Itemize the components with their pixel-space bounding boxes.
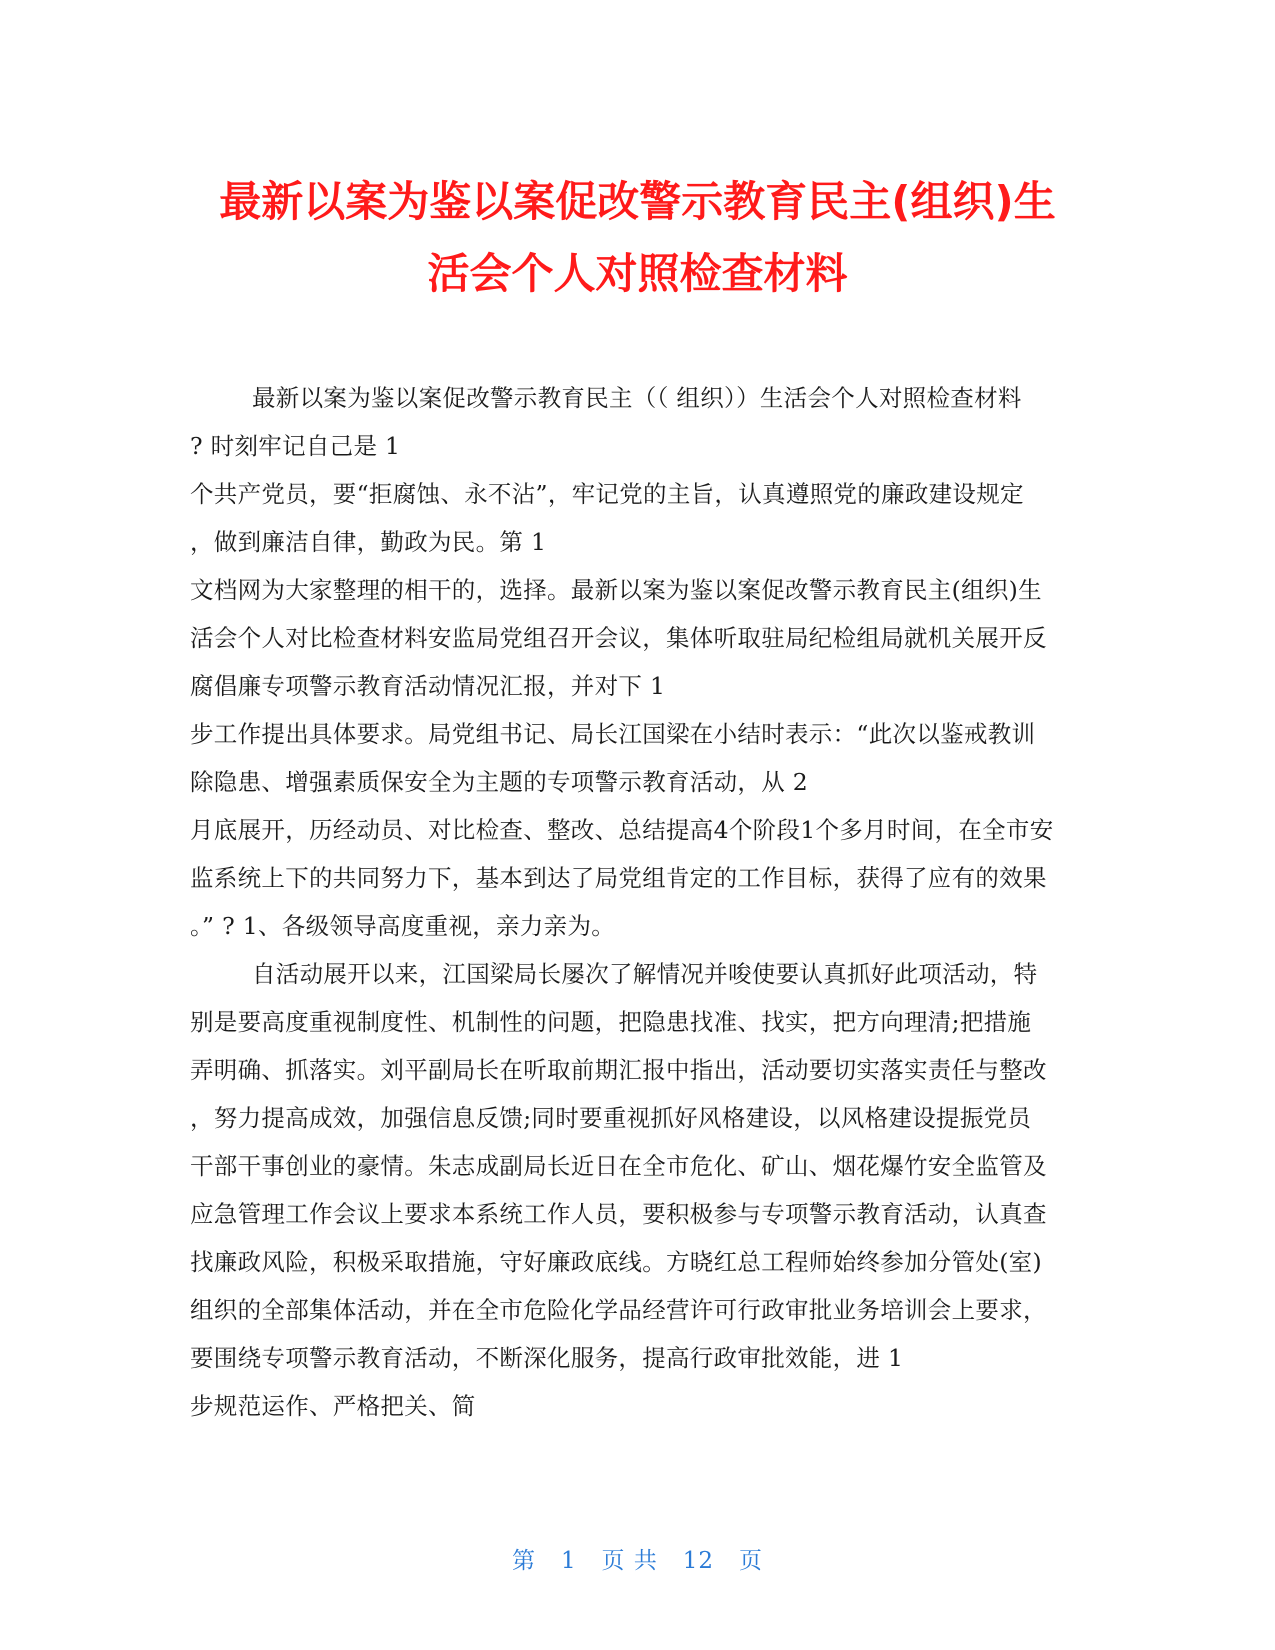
- footer-mid: 页 共: [601, 1548, 658, 1574]
- body-line: 活会个人对比检查材料安监局党组召开会议，集体听取驻局纪检组局就机关展开反: [190, 624, 1047, 652]
- footer-suffix: 页: [738, 1548, 763, 1574]
- body-line: 。” ? 1、各级领导高度重视，亲力亲为。: [190, 912, 616, 940]
- page-footer: [0, 1542, 1275, 1575]
- body-line: 最新以案为鉴以案促改警示教育民主（（ 组织））生活会个人对照检查材料: [252, 384, 1022, 412]
- title-line-1: 最新以案为鉴以案促改警示教育民主(组织)生: [219, 177, 1056, 226]
- body-line: 文档网为大家整理的相干的，选择。最新以案为鉴以案促改警示教育民主(组织)生: [190, 576, 1042, 604]
- document-body: [190, 374, 1090, 1430]
- body-line: ，做到廉洁自律，勤政为民。第 1: [190, 528, 547, 556]
- document-title: [130, 166, 1145, 310]
- title-line-2: 活会个人对照检查材料: [427, 249, 848, 298]
- body-line: 除隐患、增强素质保安全为主题的专项警示教育活动，从 2: [190, 768, 809, 796]
- body-line: ，努力提高成效，加强信息反馈;同时要重视抓好风格建设，以风格建设提振党员: [190, 1104, 1032, 1132]
- body-line: 个共产党员，要“拒腐蚀、永不沾”，牢记党的主旨，认真遵照党的廉政建设规定: [190, 480, 1024, 508]
- body-line: 应急管理工作会议上要求本系统工作人员，要积极参与专项警示教育活动，认真查: [190, 1200, 1047, 1228]
- body-line: 腐倡廉专项警示教育活动情况汇报，并对下 1: [190, 672, 666, 700]
- body-line: 别是要高度重视制度性、机制性的问题，把隐患找准、找实，把方向理清;把措施: [190, 1008, 1032, 1036]
- body-line: 找廉政风险，积极采取措施，守好廉政底线。方晓红总工程师始终参加分管处(室): [190, 1248, 1042, 1276]
- body-line: 干部干事创业的豪情。朱志成副局长近日在全市危化、矿山、烟花爆竹安全监管及: [190, 1152, 1047, 1180]
- body-line: 步规范运作、严格把关、简: [190, 1392, 476, 1420]
- body-line: ? 时刻牢记自己是 1: [190, 432, 401, 460]
- body-line: 弄明确、抓落实。刘平副局长在听取前期汇报中指出，活动要切实落实责任与整改: [190, 1056, 1047, 1084]
- body-line: 组织的全部集体活动，并在全市危险化学品经营许可行政审批业务培训会上要求，: [190, 1296, 1047, 1324]
- body-line: 监系统上下的共同努力下，基本到达了局党组肯定的工作目标，获得了应有的效果: [190, 864, 1047, 892]
- body-line: 步工作提出具体要求。局党组书记、局长江国梁在小结时表示：“此次以鉴戒教训: [190, 720, 1036, 748]
- footer-page-number: 1: [560, 1548, 577, 1574]
- body-line: 自活动展开以来，江国梁局长屡次了解情况并唆使要认真抓好此项活动，特: [252, 960, 1038, 988]
- body-line: 要围绕专项警示教育活动，不断深化服务，提高行政审批效能，进 1: [190, 1344, 904, 1372]
- footer-prefix: 第: [512, 1548, 536, 1574]
- body-line: 月底展开，历经动员、对比检查、整改、总结提高4个阶段1个多月时间，在全市安: [190, 816, 1054, 844]
- footer-total-pages: 12: [682, 1548, 715, 1574]
